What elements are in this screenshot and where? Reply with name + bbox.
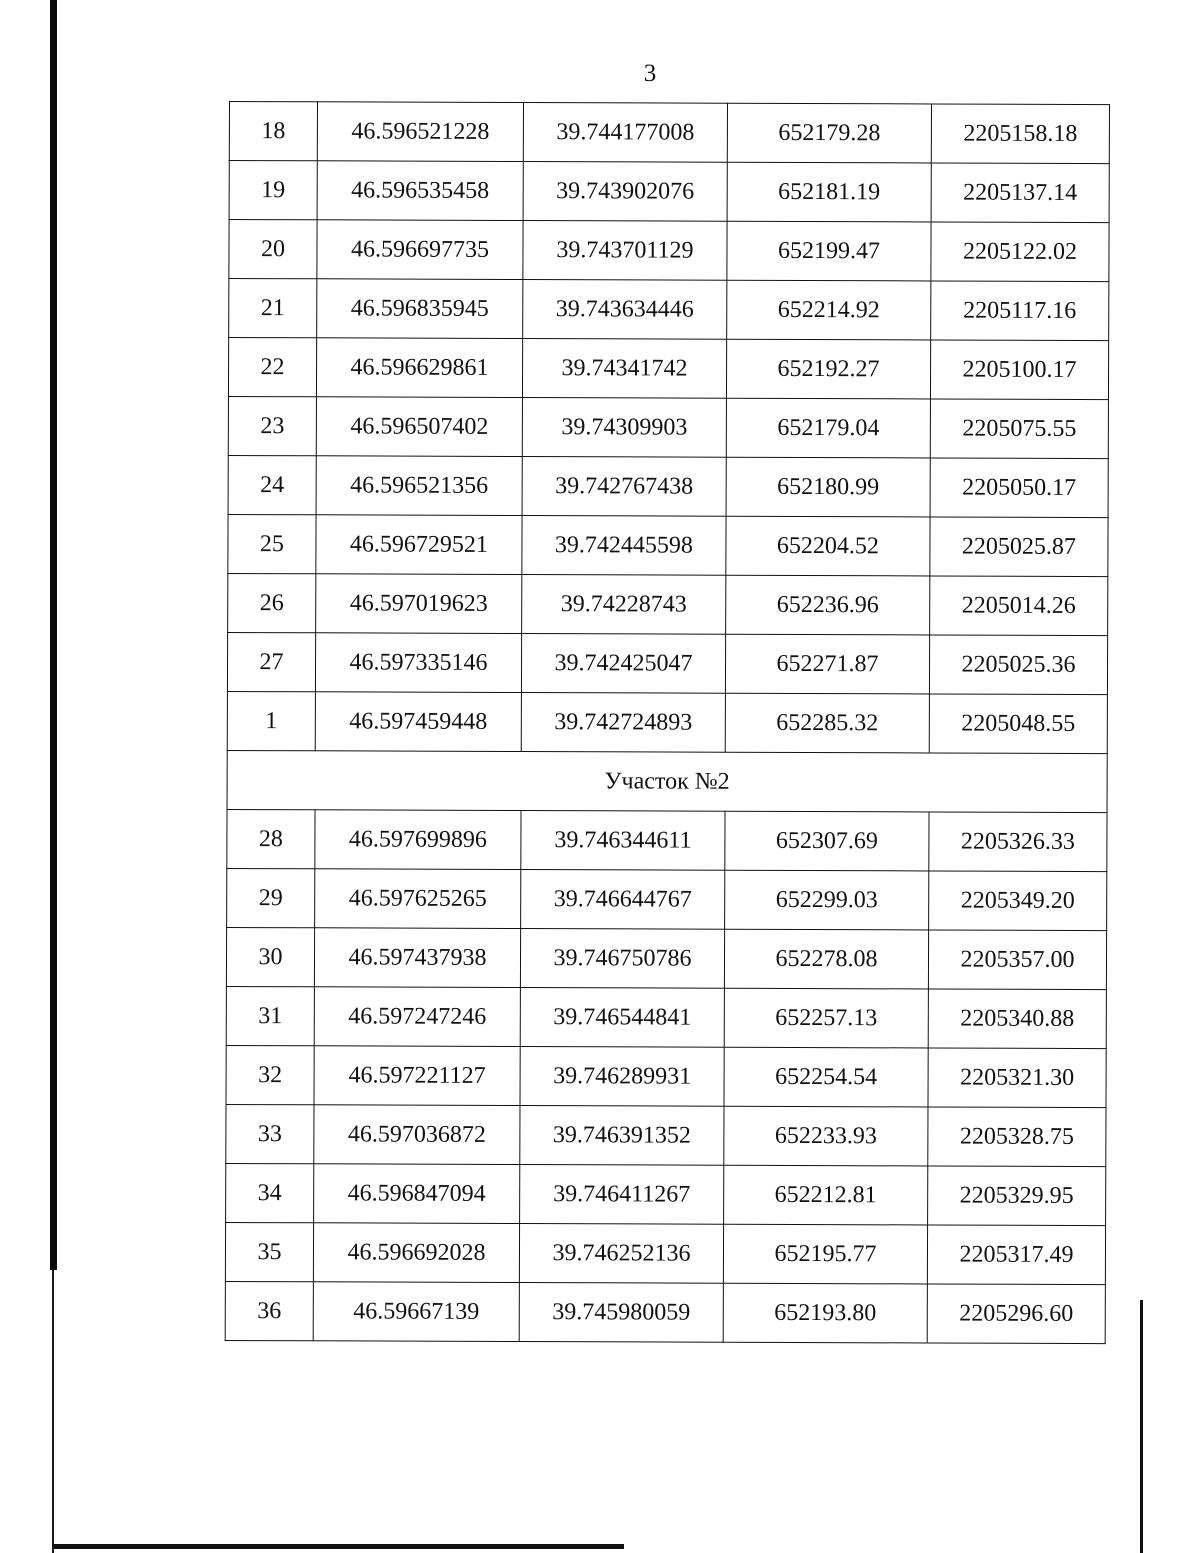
longitude-cell: 39.74228743 [522,575,726,635]
longitude-cell: 39.746344611 [521,811,725,871]
latitude-cell: 46.596835945 [317,279,523,339]
point-number-cell: 20 [229,220,317,279]
y-coordinate-cell: 2205328.75 [928,1107,1106,1167]
longitude-cell: 39.74341742 [522,339,726,399]
point-number-cell: 1 [227,691,315,750]
y-coordinate-cell: 2205137.14 [931,163,1109,223]
table-row [229,161,1109,223]
latitude-cell: 46.596697735 [317,220,523,280]
x-coordinate-cell: 652233.93 [724,1106,928,1166]
latitude-cell: 46.597036872 [314,1105,520,1165]
x-coordinate-cell: 652204.52 [726,516,930,576]
section-row [227,750,1107,812]
point-number-cell: 35 [225,1222,313,1281]
y-coordinate-cell: 2205050.17 [930,458,1108,518]
x-coordinate-cell: 652192.27 [726,339,930,399]
table-row [226,986,1106,1048]
point-number-cell: 29 [227,868,315,927]
table-row [225,1281,1105,1343]
longitude-cell: 39.746644767 [521,870,725,930]
table-row [226,1104,1106,1166]
point-number-cell: 28 [227,809,315,868]
y-coordinate-cell: 2205158.18 [931,104,1109,164]
point-number-cell: 30 [226,927,314,986]
x-coordinate-cell: 652181.19 [727,162,931,222]
y-coordinate-cell: 2205048.55 [929,694,1107,754]
x-coordinate-cell: 652212.81 [724,1165,928,1225]
table-row [227,868,1107,930]
table-row [225,1222,1105,1284]
latitude-cell: 46.596692028 [313,1223,519,1283]
x-coordinate-cell: 652299.03 [725,870,929,930]
latitude-cell: 46.596507402 [316,397,522,457]
x-coordinate-cell: 652254.54 [724,1047,928,1107]
y-coordinate-cell: 2205317.49 [927,1225,1105,1285]
x-coordinate-cell: 652180.99 [726,457,930,517]
scan-edge-left [50,0,57,1270]
latitude-cell: 46.596847094 [314,1164,520,1224]
y-coordinate-cell: 2205117.16 [931,281,1109,341]
longitude-cell: 39.74309903 [522,398,726,458]
longitude-cell: 39.746750786 [520,929,724,989]
latitude-cell: 46.596521356 [316,456,522,516]
longitude-cell: 39.743634446 [523,280,727,340]
point-number-cell: 19 [229,161,317,220]
longitude-cell: 39.746252136 [519,1224,723,1284]
point-number-cell: 34 [226,1163,314,1222]
point-number-cell: 21 [229,279,317,338]
y-coordinate-cell: 2205329.95 [928,1166,1106,1226]
y-coordinate-cell: 2205025.36 [929,635,1107,695]
latitude-cell: 46.597699896 [315,810,521,870]
scan-edge-left-lower [52,1270,54,1553]
scan-edge-bottom [54,1544,624,1549]
latitude-cell: 46.597625265 [315,869,521,929]
x-coordinate-cell: 652179.28 [727,103,931,163]
y-coordinate-cell: 2205340.88 [928,989,1106,1049]
coordinates-table-body [225,102,1109,1344]
latitude-cell: 46.597335146 [315,633,521,693]
y-coordinate-cell: 2205122.02 [931,222,1109,282]
latitude-cell: 46.597247246 [314,987,520,1047]
x-coordinate-cell: 652179.04 [726,398,930,458]
latitude-cell: 46.597437938 [314,928,520,988]
point-number-cell: 23 [228,396,316,455]
table-row [227,691,1107,753]
point-number-cell: 18 [229,102,317,161]
point-number-cell: 25 [228,514,316,573]
table-row [228,514,1108,576]
x-coordinate-cell: 652278.08 [724,929,928,989]
point-number-cell: 22 [228,338,316,397]
point-number-cell: 36 [225,1281,313,1340]
longitude-cell: 39.746544841 [520,988,724,1048]
page-number: 3 [643,60,657,87]
point-number-cell: 32 [226,1045,314,1104]
longitude-cell: 39.746391352 [520,1106,724,1166]
section-title: Участок №2 [227,750,1107,812]
point-number-cell: 26 [228,573,316,632]
latitude-cell: 46.596629861 [316,338,522,398]
x-coordinate-cell: 652285.32 [725,693,929,753]
x-coordinate-cell: 652307.69 [725,811,929,871]
table-row [226,1045,1106,1107]
table-row [226,927,1106,989]
longitude-cell: 39.742445598 [522,516,726,576]
y-coordinate-cell: 2205025.87 [930,517,1108,577]
table-row [227,809,1107,871]
y-coordinate-cell: 2205296.60 [927,1284,1105,1344]
table-row [229,279,1109,341]
y-coordinate-cell: 2205321.30 [928,1048,1106,1108]
latitude-cell: 46.596535458 [317,161,523,221]
latitude-cell: 46.596521228 [317,102,523,162]
x-coordinate-cell: 652271.87 [725,634,929,694]
table-row [226,1163,1106,1225]
point-number-cell: 24 [228,455,316,514]
y-coordinate-cell: 2205100.17 [930,340,1108,400]
coordinates-table [225,101,1110,1344]
x-coordinate-cell: 652193.80 [723,1283,927,1343]
point-number-cell: 27 [227,632,315,691]
x-coordinate-cell: 652236.96 [726,575,930,635]
table-row [229,102,1109,164]
y-coordinate-cell: 2205014.26 [930,576,1108,636]
latitude-cell: 46.597019623 [316,574,522,634]
longitude-cell: 39.742724893 [521,693,725,753]
longitude-cell: 39.743701129 [523,221,727,281]
x-coordinate-cell: 652199.47 [727,221,931,281]
point-number-cell: 31 [226,986,314,1045]
latitude-cell: 46.596729521 [316,515,522,575]
longitude-cell: 39.744177008 [523,103,727,163]
table-row [228,338,1108,400]
x-coordinate-cell: 652214.92 [727,280,931,340]
table-row [229,220,1109,282]
longitude-cell: 39.746289931 [520,1047,724,1107]
longitude-cell: 39.742425047 [521,634,725,694]
longitude-cell: 39.743902076 [523,162,727,222]
latitude-cell: 46.59667139 [313,1282,519,1342]
scan-edge-right [1140,1300,1143,1553]
y-coordinate-cell: 2205326.33 [929,812,1107,872]
longitude-cell: 39.745980059 [519,1283,723,1343]
longitude-cell: 39.742767438 [522,457,726,517]
latitude-cell: 46.597221127 [314,1046,520,1106]
y-coordinate-cell: 2205349.20 [929,871,1107,931]
table-row [228,396,1108,458]
x-coordinate-cell: 652195.77 [723,1224,927,1284]
latitude-cell: 46.597459448 [315,692,521,752]
table-row [228,573,1108,635]
y-coordinate-cell: 2205357.00 [928,930,1106,990]
point-number-cell: 33 [226,1104,314,1163]
longitude-cell: 39.746411267 [520,1165,724,1225]
y-coordinate-cell: 2205075.55 [930,399,1108,459]
table-row [228,455,1108,517]
x-coordinate-cell: 652257.13 [724,988,928,1048]
table-row [227,632,1107,694]
